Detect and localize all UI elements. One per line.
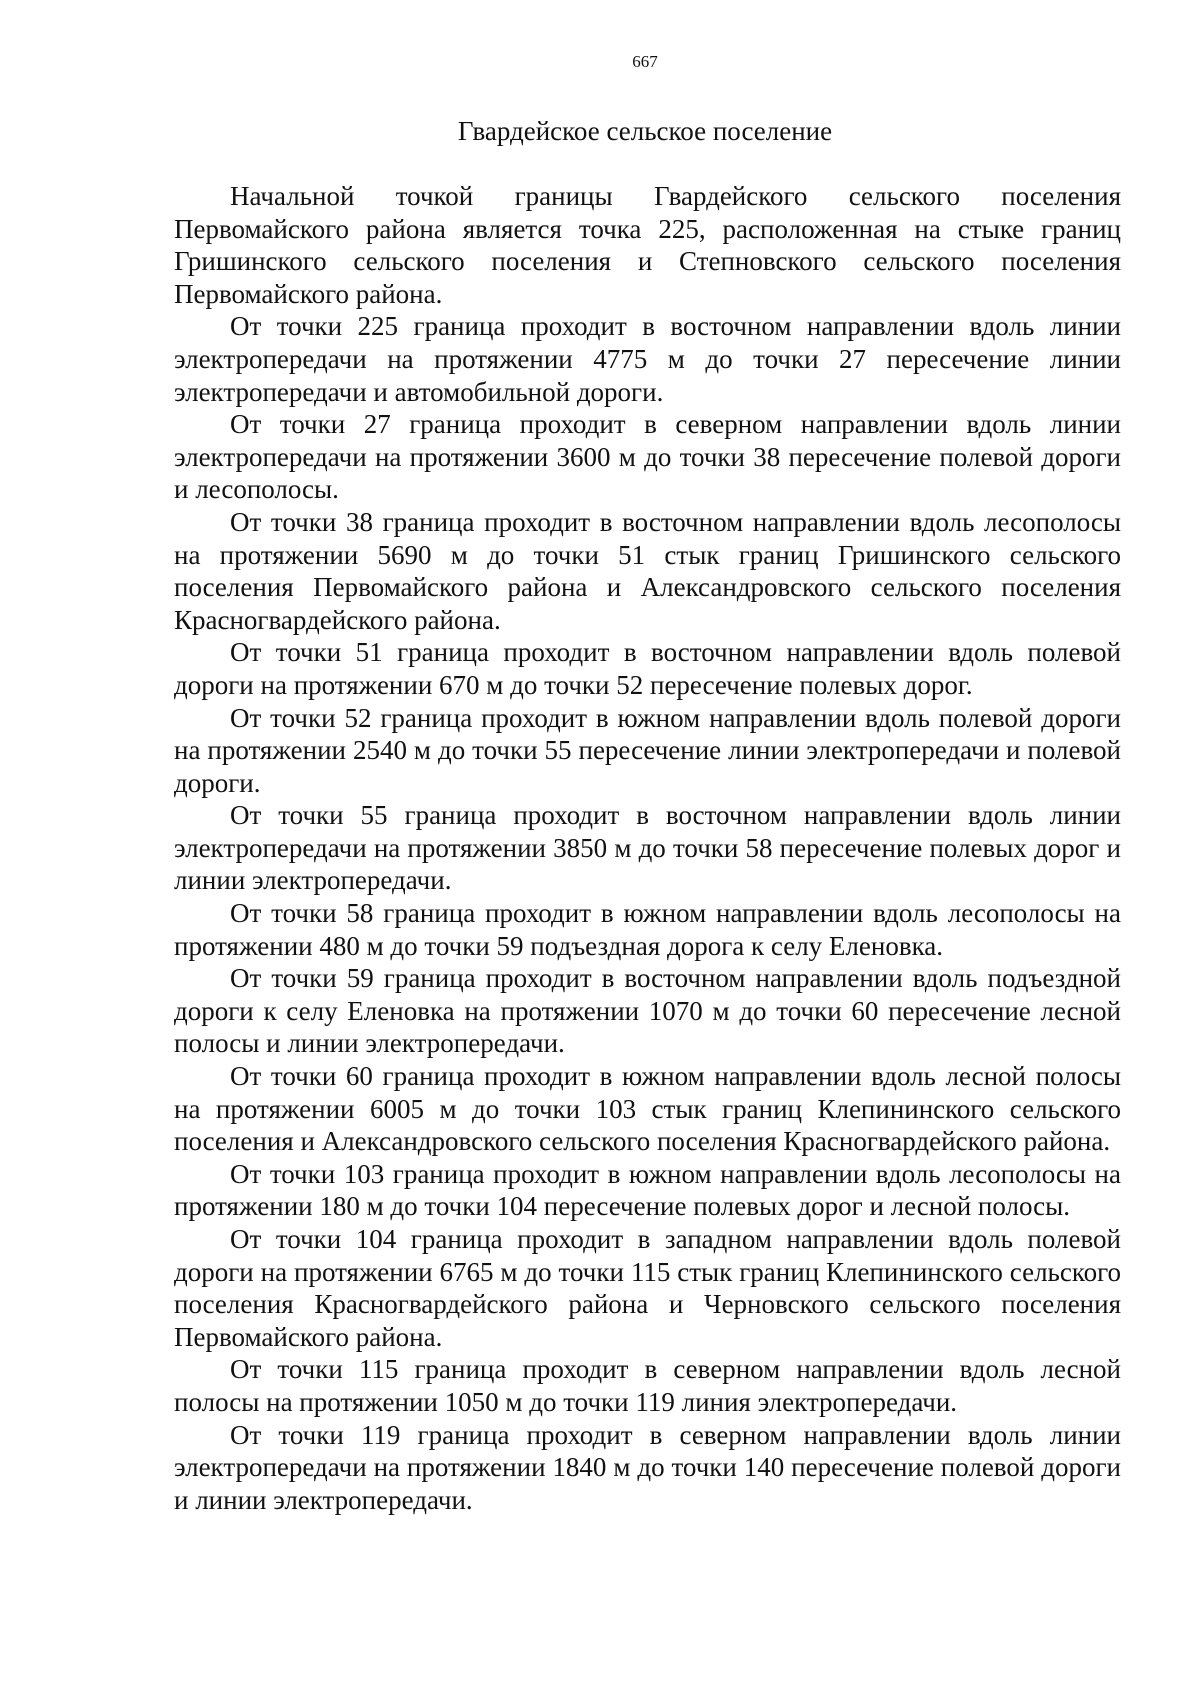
paragraph: От точки 103 граница проходит в южном направлении вдоль лесополосы на протяжении 180 м до точки 104 пересечение полевых дорог и лесной полосы. [174, 1158, 1121, 1222]
paragraph: От точки 225 граница проходит в восточном направлении вдоль линии электропередачи на протяжении 4775 м до точки 27 пересечение линии электропередачи и автомобильной дороги. [174, 311, 1121, 407]
paragraph: От точки 38 граница проходит в восточном направлении вдоль лесополосы на протяжении 5690 м до точки 51 стык границ Гришинского сельского поселения Первомайского района и Александровского сельского поселения Красногвардейского района. [174, 506, 1121, 635]
paragraph: От точки 51 граница проходит в восточном направлении вдоль полевой дороги на протяжении 670 м до точки 52 пересечение полевых дорог. [174, 637, 1121, 700]
paragraph: От точки 59 граница проходит в восточном направлении вдоль подъездной дороги к селу Еленовка на протяжении 1070 м до точки 60 пересечение лесной полосы и линии электропередачи. [174, 963, 1121, 1059]
paragraph: Начальной точкой границы Гвардейского сельского поселения Первомайского района является точка 225, расположенная на стыке границ Гришинского сельского поселения и Степновского сельского поселения Первомайского района. [174, 181, 1121, 309]
paragraph: От точки 119 граница проходит в северном направлении вдоль линии электропередачи на протяжении 1840 м до точки 140 пересечение полевой дороги и линии электропередачи. [174, 1419, 1121, 1515]
paragraph: От точки 58 граница проходит в южном направлении вдоль лесополосы на протяжении 480 м до точки 59 подъездная дорога к селу Еленовка. [174, 898, 1121, 961]
page-title: Гвардейское сельское поселение [457, 116, 833, 146]
paragraph: От точки 27 граница проходит в северном направлении вдоль линии электропередачи на протяжении 3600 м до точки 38 пересечение полевой дороги и лесополосы. [174, 409, 1121, 505]
paragraph: От точки 55 граница проходит в восточном направлении вдоль линии электропередачи на протяжении 3850 м до точки 58 пересечение полевых дорог и линии электропередачи. [174, 800, 1121, 896]
paragraph: От точки 115 граница проходит в северном направлении вдоль лесной полосы на протяжении 1050 м до точки 119 линия электропередачи. [174, 1354, 1121, 1417]
paragraph: От точки 60 граница проходит в южном направлении вдоль лесной полосы на протяжении 6005 м до точки 103 стык границ Клепининского сельского поселения и Александровского сельского поселения Красногвардейского района. [174, 1061, 1121, 1157]
paragraph: От точки 104 граница проходит в западном направлении вдоль полевой дороги на протяжении 6765 м до точки 115 стык границ Клепининского сельского поселения Красногвардейского района и Черновского сельского поселения Первомайского района. [174, 1224, 1121, 1352]
page-number: 667 [632, 52, 658, 71]
document-body [174, 180, 1121, 1516]
paragraph: От точки 52 граница проходит в южном направлении вдоль полевой дороги на протяжении 2540 м до точки 55 пересечение линии электропередачи и полевой дороги. [174, 702, 1121, 798]
